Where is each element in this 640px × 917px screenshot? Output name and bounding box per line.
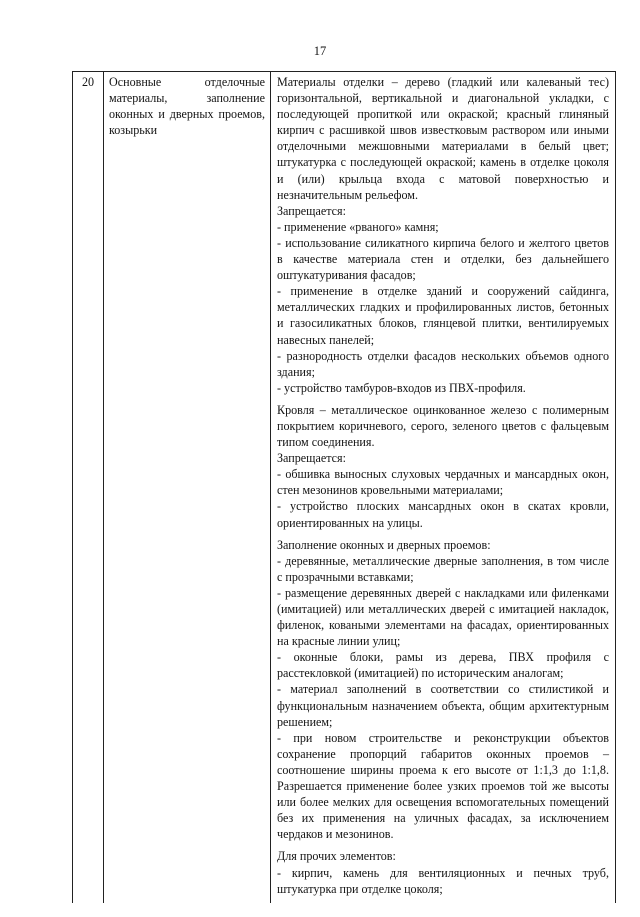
paragraph: Заполнение оконных и дверных проемов: (277, 537, 491, 552)
roofing-block (277, 402, 609, 531)
finishing-materials-block (277, 74, 609, 396)
row-number: 20 (73, 72, 104, 903)
table-row (73, 72, 616, 903)
requirements-table (72, 71, 616, 903)
list-item: - применение «рваного» камня; (277, 219, 439, 234)
paragraph: Кровля – металлическое оцинкованное железо с полимерным покрытием коричневого, серого, зеленого цветов с фальцевым типом соединения. (277, 402, 609, 450)
list-item: - обшивка выносных слуховых чердачных и мансардных окон, стен мезонинов кровельными материалами; (277, 467, 609, 498)
list-item: - деревянные, металлические дверные заполнения, в том числе с прозрачными вставками; (277, 553, 609, 584)
list-item: - кирпич, камень для вентиляционных и печных труб, штукатурка при отделке цоколя; (277, 865, 609, 896)
paragraph: Запрещается: (277, 203, 346, 218)
list-item: - устройство тамбуров-входов из ПВХ-профиля. (277, 380, 526, 395)
paragraph: Для прочих элементов: (277, 849, 396, 864)
list-item: - применение в отделке зданий и сооружений сайдинга, металлических гладких и профилированных листов, бетонных и газосиликатных блоков, глянцевой плитки, вентилируемых навесных панелей; (277, 284, 609, 347)
paragraph: Материалы отделки – дерево (гладкий или калеваный тес) горизонтальной, вертикальной и диагональной укладки, с последующей пропиткой или окраской; красный глиняный кирпич с расшивкой швов известковым раствором или иными отделочными межшовными материалами в белый цвет; штукатурка с последующей окраской; камень в отделке цоколя и (или) крыльца входа с матовой поверхностью и незначительным рельефом. (277, 75, 609, 202)
paragraph: Запрещается: (277, 451, 346, 466)
openings-block (277, 537, 609, 843)
list-item: - использование силикатного кирпича белого и желтого цветов в качестве материала стен и отделки, без дальнейшего оштукатуривания фасадов; (277, 235, 609, 283)
row-description (271, 72, 616, 903)
list-item: - устройство плоских мансардных окон в скатах кровли, ориентированных на улицы. (277, 499, 609, 530)
page-number: 17 (313, 44, 327, 58)
row-title: Основные отделочные материалы, заполнение оконных и дверных проемов, козырьки (104, 72, 271, 903)
list-item: - разнородность отделки фасадов нескольких объемов одного здания; (277, 348, 609, 379)
list-item: - материал заполнений в соответствии со стилистикой и функциональным назначением объекта, общим архитектурным решением; (277, 682, 609, 729)
other-elements-block (277, 848, 609, 896)
list-item: - при новом строительстве и реконструкции объектов сохранение пропорций габаритов оконных проемов – соотношение ширины проема к его высоте от 1:1,3 до 1:1,8. Разрешается применение более узких проемов той же высоты или более мелких для освещения вспомогательных помещений без их применения на уличных фасадах, за исключением чердаков и мезонинов. (277, 730, 609, 842)
list-item: - оконные блоки, рамы из дерева, ПВХ профиля с расстекловкой (имитацией) по историческим аналогам; (277, 650, 609, 681)
list-item: - размещение деревянных дверей с накладками или филенками (имитацией) или металлических дверей с имитацией накладок, филенок, коваными элементами на фасадах, ориентированных на красные линии улиц; (277, 585, 609, 649)
